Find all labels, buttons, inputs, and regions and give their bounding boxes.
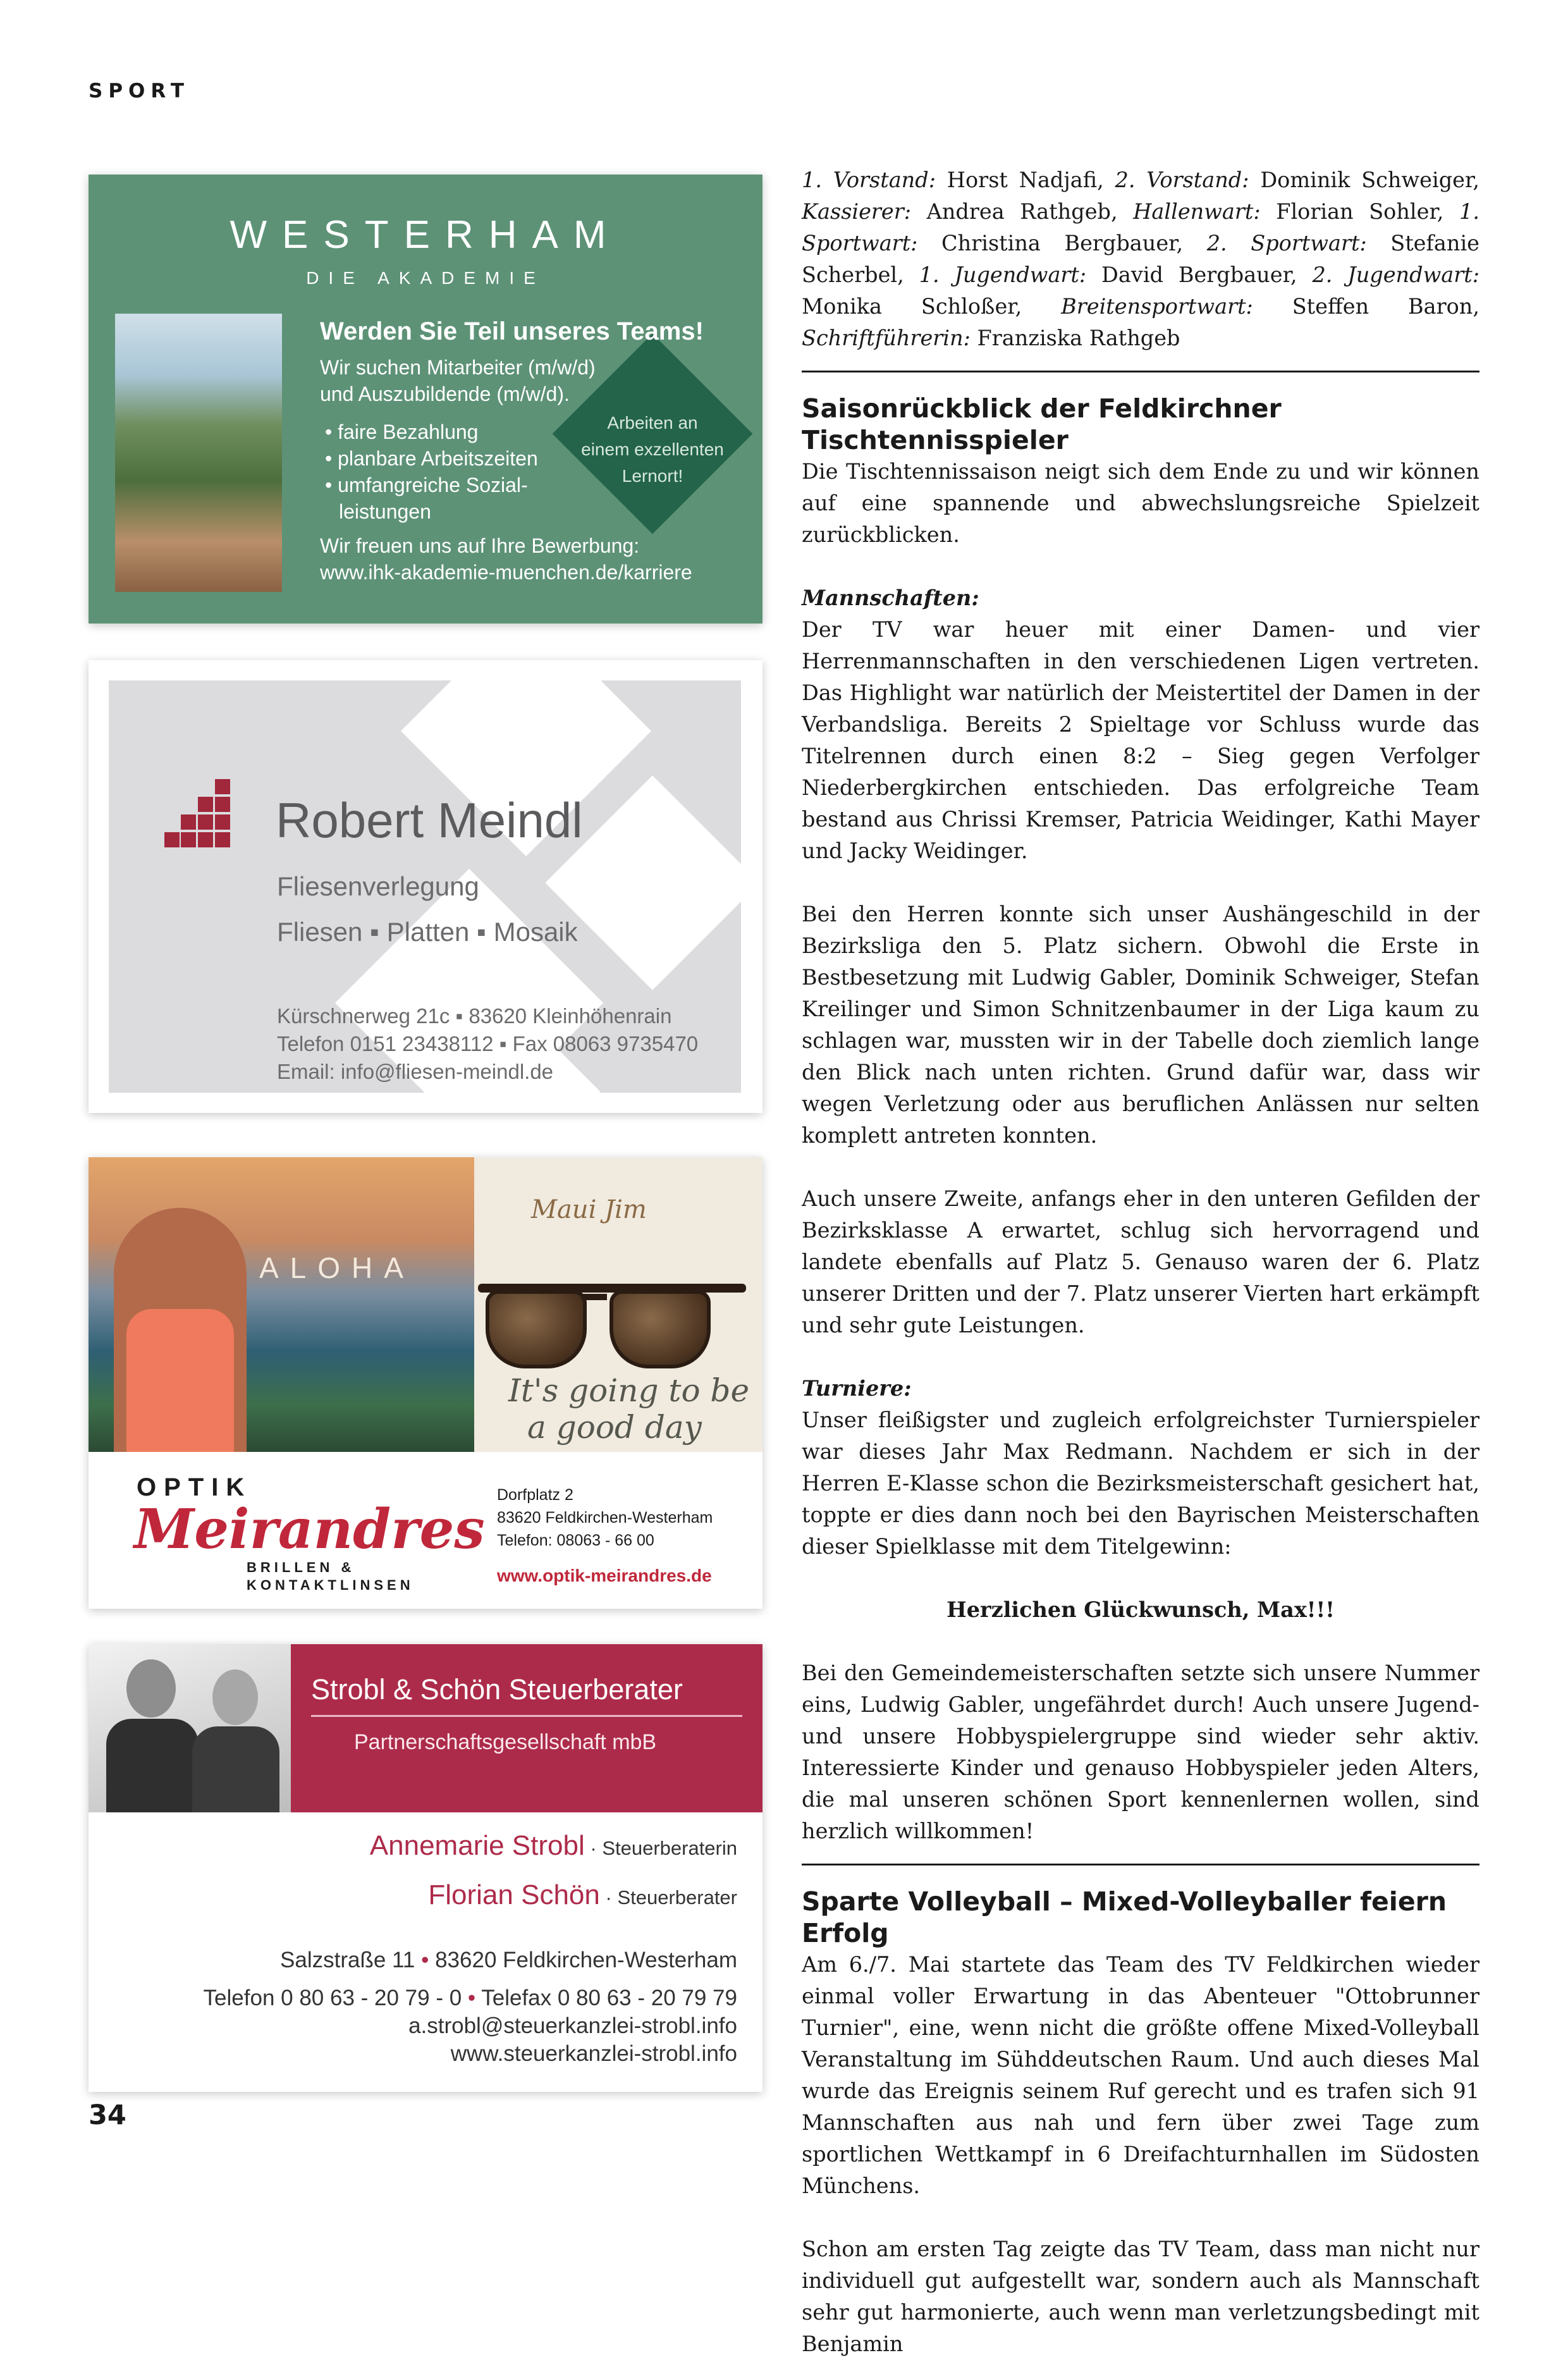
strobl-subtitle: Partnerschaftsgesellschaft mbB [354,1730,657,1754]
street: Salzstraße 11 [280,1948,415,1972]
westerham-bullet: • umfangreiche Sozial- [325,474,528,496]
badge-line: Lernort! [622,466,683,486]
westerham-bullet: • planbare Arbeitszeiten [325,447,538,470]
board-name: Andrea Rathgeb, [911,199,1134,224]
optik-address-city: 83620 Feldkirchen-Westerham [497,1509,713,1527]
optik-tagline [508,1372,749,1446]
optik-kontaktlinsen: KONTAKTLINSEN [247,1577,414,1593]
board-name: Steffen Baron, [1253,294,1479,319]
strobl-header-band [291,1644,763,1812]
board-role: Schriftführerin: [802,326,971,350]
board-name: Florian Sohler, [1260,199,1460,224]
partners-photo [89,1644,291,1812]
board-name: Stefanie Scherbel, [802,231,1479,287]
westerham-ad[interactable] [89,175,763,624]
westerham-bullet-cont: leistungen [339,500,431,523]
board-role: 2. Sportwart: [1206,231,1367,255]
meindl-email[interactable]: Email: info@fliesen-meindl.de [277,1060,554,1083]
board-role: Breitensportwart: [1061,294,1253,319]
optik-logo: Meirandres [134,1497,485,1561]
volleyball-paragraph: Am 6./7. Mai startete das Team des TV Feldkirchen wieder einmal voller Erwartung in das Abenteuer "Ottobrunner Turnier", eine, wenn nicht die größte offene Mixed-Volleyball Veranstaltung im Sühddeutschen Raum. Und auch dieses Mal wurde das Ereignis seinem Ruf gerecht und es trafen sich 91 Mannschaften aus nah und fern über zwei Tage zum sportlichen Wettkampf in 6 Dreifachturnhallen im Südosten Münchens. [802,1952,1479,2198]
board-name: Monika Schloßer, [802,294,1062,319]
strobl-ad[interactable] [89,1644,763,2092]
board-name: Franziska Rathgeb [970,326,1180,350]
westerham-badge-text [575,410,730,489]
optik-brillen: BRILLEN & [247,1559,355,1575]
board-role: 2. Vorstand: [1115,168,1249,192]
optik-ad[interactable] [89,1157,763,1609]
westerham-bullet: • faire Bezahlung [325,421,479,443]
board-role: 2. Jugendwart: [1312,262,1479,287]
board-role: 1. Jugendwart: [919,262,1087,287]
westerham-line: Wir suchen Mitarbeiter (m/w/d) [320,356,596,379]
strobl-phone: Telefon 0 80 63 - 20 79 - 0 • Telefax 0 80 63 - 20 79 79 [203,1986,737,2010]
volleyball-paragraph: Schon am ersten Tag zeigte das TV Team, dass man nicht nur individuell gut aufgestellt war, sondern auch als Mannschaft sehr gut harmonierte, auch wenn man verletzungsbedingt mit Benjamin [802,2237,1479,2356]
strobl-email[interactable]: a.strobl@steuerkanzlei-strobl.info [408,2013,737,2038]
meindl-logo-icon [164,779,240,849]
strobl-person-2: Florian Schön · Steuerberater [428,1879,737,1910]
page-number: 34 [89,2099,126,2131]
tagline-line: It's going to be [508,1372,750,1409]
board-name: Christina Bergbauer, [917,231,1207,255]
badge-line: einem exzellenten [581,439,724,459]
mannschaften-heading: Mannschaften: [802,586,979,610]
maui-jim-logo: Maui Jim [531,1195,647,1224]
mannschaften-paragraph: Auch unsere Zweite, anfangs eher in den unteren Gefilden der Bezirksklasse A erwartet, schlug sich hervorragend und landete ebenfalls auf Platz 5. Genauso waren der 6. Platz unserer Dritten und der 7. Platz unserer Vierten hart erkämpft und sehr gute Leistungen. [802,1186,1479,1337]
board-name: David Bergbauer, [1086,262,1313,287]
optik-word: OPTIK [137,1473,252,1501]
person-role: Steuerberater [617,1886,737,1908]
strobl-website[interactable]: www.steuerkanzlei-strobl.info [450,2041,737,2066]
sunglasses-lens-right [609,1290,711,1368]
model-shirt [126,1309,234,1452]
article-column [802,164,1479,2360]
turniere-heading: Turniere: [802,1376,912,1401]
tagline-line: a good day [527,1409,702,1446]
meindl-trade: Fliesenverlegung [277,871,479,901]
city: 83620 Feldkirchen-Westerham [435,1948,737,1972]
mannschaften-paragraph: Bei den Herren konnte sich unser Aushängeschild in der Bezirksliga den 5. Platz sichern. Obwohl die Erste in Bestbesetzung mit Ludwig Gabler, Dominik Schweiger, Stefan Kreilinger und Simon Schnitzenbaumer in der Liga kaum zu schlagen war, mussten wir in der Tabelle doch ziemlich lange den Blick nach unten richten. Grund dafür war, dass wir wegen Verletzung oder aus beruflichen Anlässen nur selten komplett antreten konnten. [802,902,1479,1148]
phone: Telefon 0 80 63 - 20 79 - 0 [203,1986,462,2010]
tt-intro: Die Tischtennissaison neigt sich dem Ende zu und wir können auf eine spannende und abwechslungsreiche Spielzeit zurückblicken. [802,459,1479,547]
mannschaften-paragraph: Der TV war heuer mit einer Damen- und vier Herrenmannschaften in den verschiedenen Ligen vertreten. Das Highlight war natürlich der Meistertitel der Damen in der Verbandsliga. Bereits 2 Spieltage vor Schluss wurde das Titelrennen durch einen 8:2 – Sieg gegen Verfolger Niederbergkirchen entschieden. Das erfolgreiche Team bestand aus Chrissi Kremser, Patricia Weidinger, Kathi Mayer und Jacky Weidinger. [802,617,1479,863]
westerham-title: WESTERHAM [230,213,622,257]
board-role: 1. Sportwart: [802,199,1479,255]
board-name: Dominik Schweiger, [1249,168,1479,192]
tt-heading: Saisonrückblick der Feldkirchner Tischtennisspieler [802,393,1282,455]
strobl-person-1: Annemarie Strobl · Steuerberaterin [369,1830,737,1861]
forest-walkway-photo [115,314,282,592]
board-role: Kassierer: [802,199,912,224]
person-name: Florian Schön [428,1879,600,1910]
meindl-name: Robert Meindl [276,792,583,848]
turniere-paragraph: Bei den Gemeindemeisterschaften setzte sich unsere Nummer eins, Ludwig Gabler, ungefährdet durch! Auch unsere Jugend- und unsere Hobbyspielergruppe sind wieder sehr aktiv. Interessierte Kinder und genauso Hobbyspieler jeden Alters, die mal unseren schönen Sport kennenlernen wollen, sind herzlich willkommen! [802,1661,1479,1843]
person-role: Steuerberaterin [602,1837,737,1859]
board-member-list [802,164,1479,354]
optik-phone: Telefon: 08063 - 66 00 [497,1532,654,1549]
fax: Telefax 0 80 63 - 20 79 79 [481,1986,737,2010]
meindl-address: Kürschnerweg 21c ▪ 83620 Kleinhöhenrain [277,1004,672,1028]
optik-website[interactable]: www.optik-meirandres.de [497,1566,712,1585]
westerham-website[interactable]: www.ihk-akademie-muenchen.de/karriere [320,561,692,584]
congratulations: Herzlichen Glückwunsch, Max!!! [946,1597,1335,1622]
sunglasses-bridge [582,1294,607,1300]
turniere-paragraph: Unser fleißigster und zugleich erfolgreichster Turnierspieler war dieses Jahr Max Redmann. Nachdem er sich in der Herren E-Klasse schon die Bezirksmeisterschaft gesichert hat, toppte er dies dann noch bei den Bayrischen Meisterschaften dieser Spielklasse mit dem Titelgewinn: [802,1408,1479,1559]
aloha-text: ALOHA [259,1251,415,1284]
meindl-phone: Telefon 0151 23438112 ▪ Fax 08063 9735470 [277,1032,699,1055]
meindl-ad[interactable] [89,660,763,1113]
westerham-line: und Auszubildende (m/w/d). [320,383,570,405]
westerham-subtitle: DIE AKADEMIE [306,268,545,288]
strobl-address: Salzstraße 11 • 83620 Feldkirchen-Westerham [280,1948,737,1972]
board-name: Horst Nadjafi, [936,168,1115,192]
board-role: 1. Vorstand: [802,168,936,192]
sunglasses-lens-left [486,1290,587,1368]
person-name: Annemarie Strobl [369,1830,585,1861]
section-label: SPORT [89,80,190,102]
board-role: Hallenwart: [1133,199,1261,224]
westerham-heading: Werden Sie Teil unseres Teams! [320,317,704,345]
divider [311,1715,742,1717]
westerham-line: Wir freuen uns auf Ihre Bewerbung: [320,534,640,557]
meindl-card [109,680,741,1093]
meindl-materials: Fliesen ▪ Platten ▪ Mosaik [277,917,578,947]
volleyball-heading: Sparte Volleyball – Mixed-Volleyballer feiern Erfolg [802,1886,1447,1948]
optik-address-street: Dorfplatz 2 [497,1486,573,1504]
badge-line: Arbeiten an [607,413,698,433]
strobl-title: Strobl & Schön Steuerberater [311,1673,683,1705]
